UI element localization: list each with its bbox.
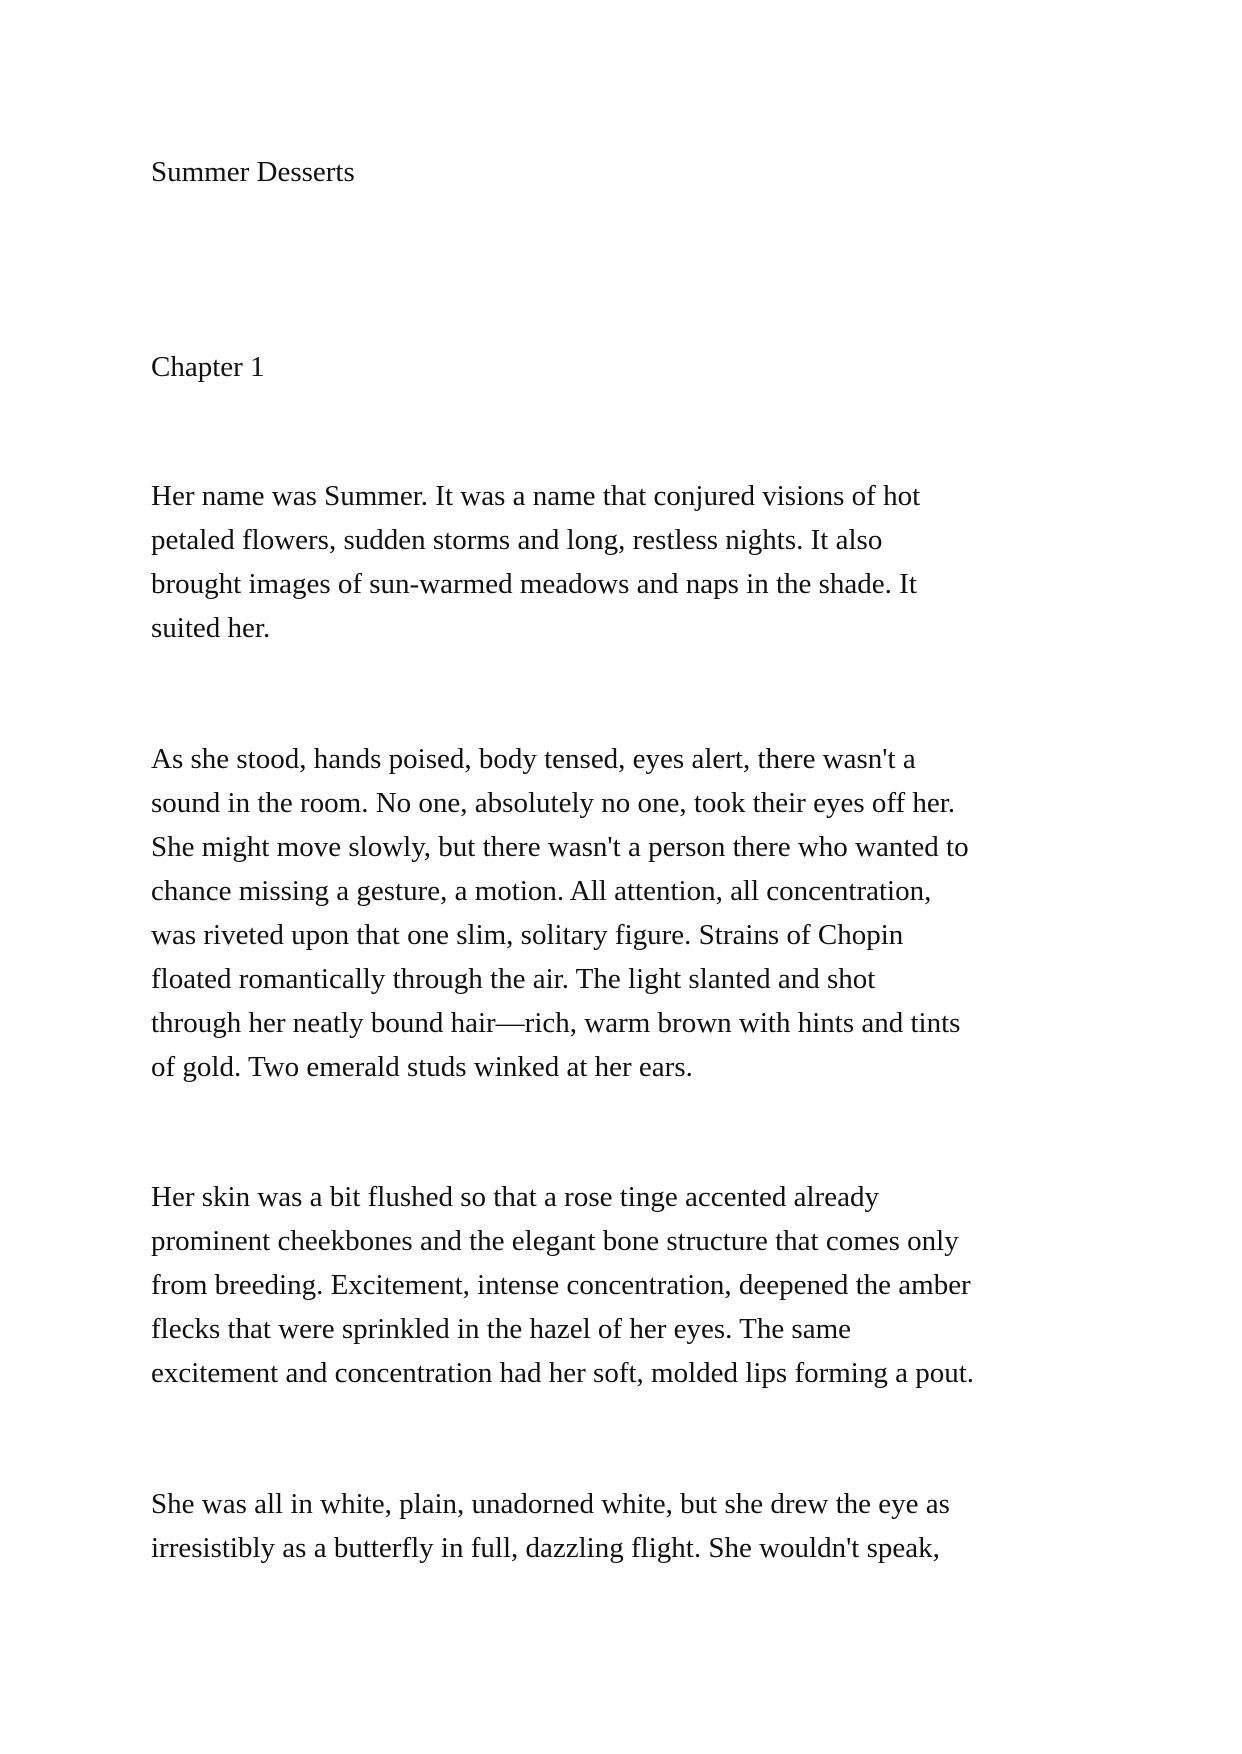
paragraph-line: sound in the room. No one, absolutely no one, took their eyes off her. (151, 787, 956, 819)
paragraph-3 (151, 1175, 1111, 1395)
paragraph-line: suited her. (151, 612, 271, 644)
paragraph-line: Her name was Summer. It was a name that conjured visions of hot (151, 480, 921, 512)
paragraph-line: Her skin was a bit flushed so that a rose tinge accented already (151, 1181, 879, 1213)
paragraph-line: through her neatly bound hair—rich, warm brown with hints and tints (151, 1007, 961, 1039)
chapter-heading: Chapter 1 (151, 351, 265, 383)
document-title: Summer Desserts (151, 156, 355, 188)
paragraph-line: was riveted upon that one slim, solitary figure. Strains of Chopin (151, 919, 904, 951)
paragraph-line: As she stood, hands poised, body tensed, eyes alert, there wasn't a (151, 743, 916, 775)
paragraph-line: from breeding. Excitement, intense concentration, deepened the amber (151, 1269, 971, 1301)
paragraph-1 (151, 474, 1111, 650)
paragraph-line: brought images of sun-warmed meadows and naps in the shade. It (151, 568, 917, 600)
paragraph-line: floated romantically through the air. The light slanted and shot (151, 963, 876, 995)
paragraph-line: flecks that were sprinkled in the hazel of her eyes. The same (151, 1313, 852, 1345)
paragraph-line: chance missing a gesture, a motion. All attention, all concentration, (151, 875, 932, 907)
paragraph-2 (151, 737, 1111, 1089)
paragraph-line: prominent cheekbones and the elegant bone structure that comes only (151, 1225, 959, 1257)
paragraph-line: She might move slowly, but there wasn't a person there who wanted to (151, 831, 969, 863)
paragraph-line: She was all in white, plain, unadorned white, but she drew the eye as (151, 1488, 950, 1520)
paragraph-4 (151, 1482, 1111, 1570)
paragraph-line: excitement and concentration had her soft, molded lips forming a pout. (151, 1357, 975, 1389)
paragraph-line: irresistibly as a butterfly in full, dazzling flight. She wouldn't speak, (151, 1532, 940, 1564)
paragraph-line: petaled flowers, sudden storms and long, restless nights. It also (151, 524, 883, 556)
paragraph-line: of gold. Two emerald studs winked at her ears. (151, 1051, 693, 1083)
